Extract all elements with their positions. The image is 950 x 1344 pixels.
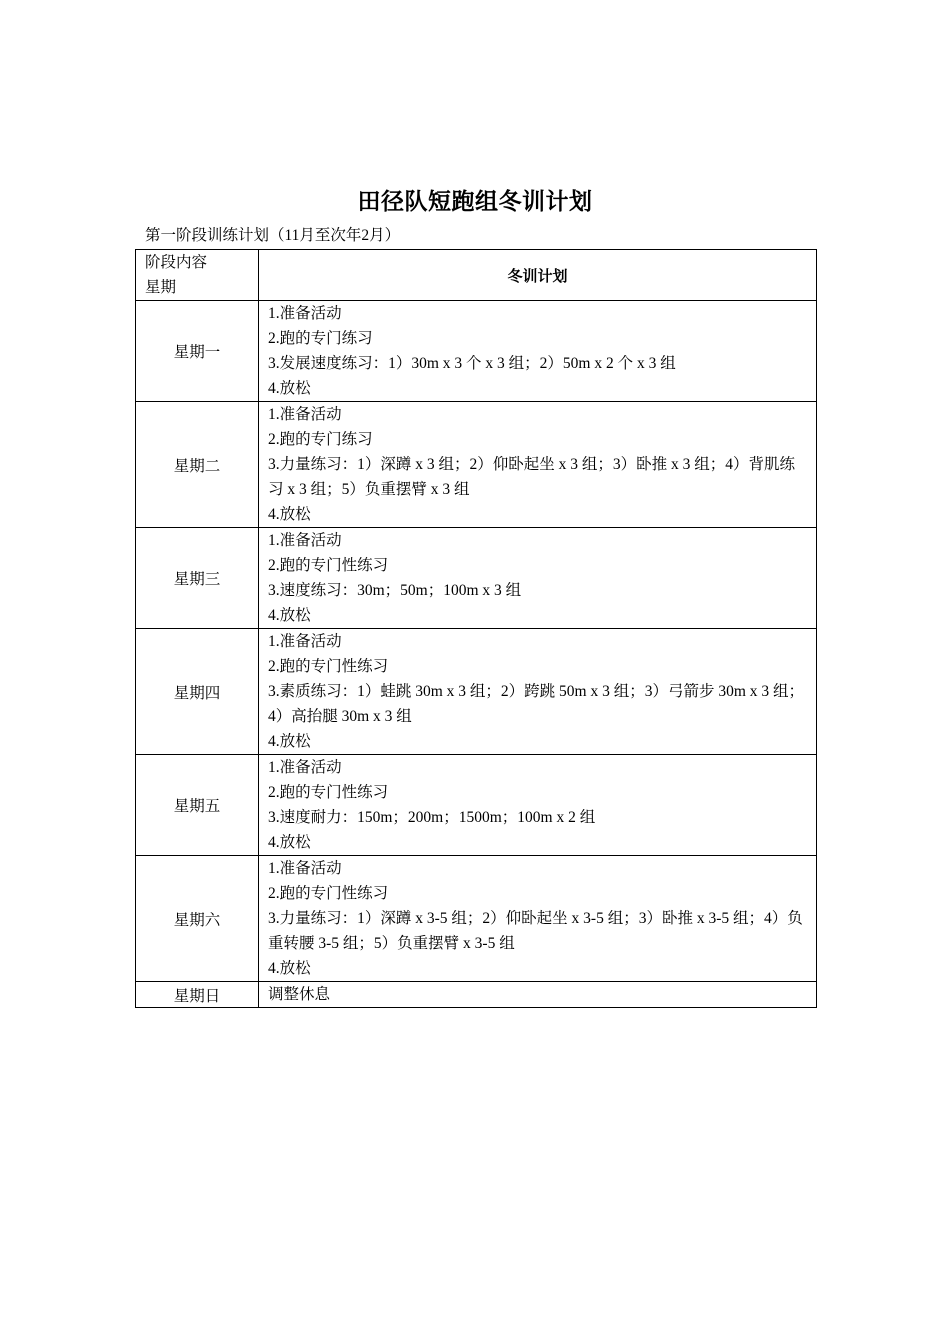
day-cell: 星期三 [136,528,259,629]
plan-item: 4.放松 [268,506,311,523]
plan-item: 3.力量练习：1）深蹲 x 3-5 组；2）仰卧起坐 x 3-5 组；3）卧推 x 3-5 组；4）负重转腰 3-5 组；5）负重摆臂 x 3-5 组 [268,910,803,952]
plan-item: 2.跑的专门性练习 [268,784,389,801]
plan-item: 2.跑的专门性练习 [268,658,389,675]
plan-item: 1.准备活动 [268,532,342,549]
day-cell: 星期六 [136,856,259,982]
header-weekday-label: 星期 [145,279,177,296]
day-cell: 星期日 [136,982,259,1008]
plan-content-cell [259,856,817,982]
plan-item: 调整休息 [268,986,331,1003]
plan-item: 1.准备活动 [268,305,342,322]
plan-item: 3.速度练习：30m；50m；100m x 3 组 [268,582,522,599]
phase-subtitle: 第一阶段训练计划（11月至次年2月） [145,227,401,244]
day-cell: 星期五 [136,755,259,856]
header-stage-content-label: 阶段内容 [145,254,208,271]
plan-item: 1.准备活动 [268,860,342,877]
day-cell: 星期二 [136,402,259,528]
plan-item: 4.放松 [268,960,311,977]
table-header-row [136,250,817,301]
plan-item: 4.放松 [268,380,311,397]
plan-item: 3.速度耐力：150m；200m；1500m；100m x 2 组 [268,809,596,826]
plan-item: 3.力量练习：1）深蹲 x 3 组；2）仰卧起坐 x 3 组；3）卧推 x 3 组；4）背肌练习 x 3 组；5）负重摆臂 x 3 组 [268,456,796,498]
plan-item: 2.跑的专门性练习 [268,557,389,574]
plan-content-cell [259,755,817,856]
plan-item: 3.发展速度练习：1）30m x 3 个 x 3 组；2）50m x 2 个 x 3 组 [268,355,676,372]
plan-item: 1.准备活动 [268,406,342,423]
plan-item: 1.准备活动 [268,633,342,650]
plan-item: 2.跑的专门练习 [268,431,373,448]
document-title: 田径队短跑组冬训计划 [357,189,593,215]
table-row [136,528,817,629]
day-cell: 星期一 [136,301,259,402]
plan-item: 4.放松 [268,834,311,851]
day-cell: 星期四 [136,629,259,755]
plan-item: 4.放松 [268,607,311,624]
training-plan-table [135,249,817,1008]
plan-content-cell [259,301,817,402]
table-row [136,629,817,755]
plan-content-cell [259,982,817,1008]
plan-item: 2.跑的专门性练习 [268,885,389,902]
plan-item: 3.素质练习：1）蛙跳 30m x 3 组；2）跨跳 50m x 3 组；3）弓箭步 30m x 3 组；4）高抬腿 30m x 3 组 [268,683,805,725]
plan-item: 4.放松 [268,733,311,750]
header-plan-label: 冬训计划 [259,250,817,301]
plan-content-cell [259,629,817,755]
table-row [136,755,817,856]
plan-item: 1.准备活动 [268,759,342,776]
plan-content-cell [259,402,817,528]
header-day-cell [136,250,259,301]
plan-content-cell [259,528,817,629]
table-row [136,982,817,1008]
table-row [136,301,817,402]
table-row [136,856,817,982]
plan-item: 2.跑的专门练习 [268,330,373,347]
table-row [136,402,817,528]
